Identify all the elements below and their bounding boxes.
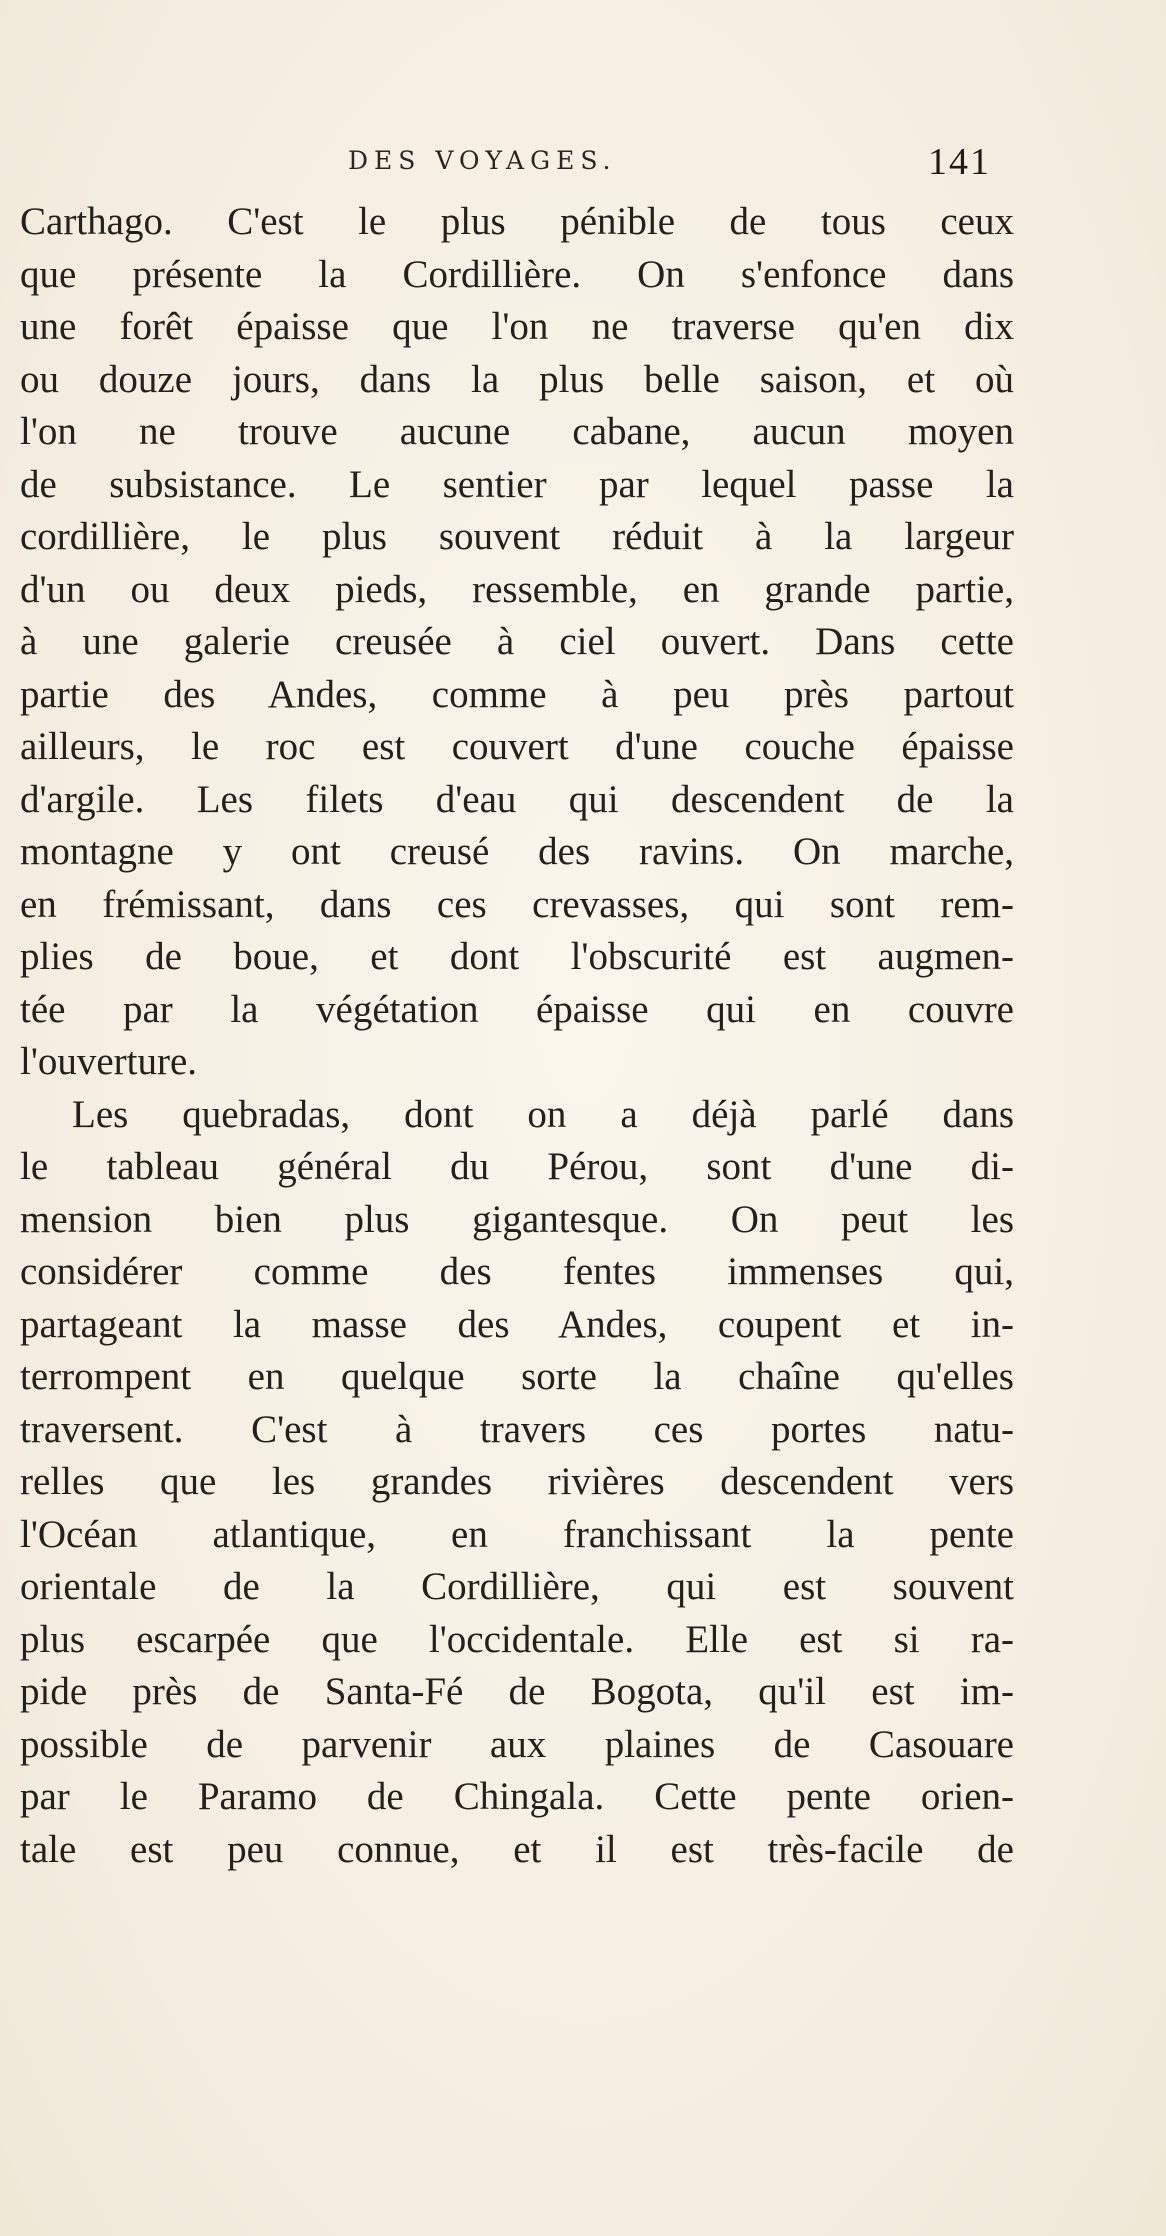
text-line: cordillière, le plus souvent réduit à la largeur	[20, 515, 1014, 558]
page-number: 141	[928, 141, 991, 183]
text-line: ailleurs, le roc est couvert d'une couche épaisse	[20, 725, 1014, 768]
text-line: tale est peu connue, et il est très-facile de	[20, 1827, 1014, 1871]
text-line: par le Paramo de Chingala. Cette pente orien-	[20, 1775, 1014, 1818]
text-line: ou douze jours, dans la plus belle saison, et où	[20, 357, 1014, 401]
running-title: DES VOYAGES.	[348, 146, 617, 175]
text-line: relles que les grandes rivières descendent vers	[20, 1460, 1014, 1503]
text-line: pide près de Santa-Fé de Bogota, qu'il est im-	[20, 1670, 1014, 1713]
text-line: considérer comme des fentes immenses qui,	[20, 1250, 1014, 1293]
text-line: à une galerie creusée à ciel ouvert. Dans cette	[20, 620, 1014, 663]
text-line: que présente la Cordillière. On s'enfonce dans	[20, 252, 1014, 296]
text-line: montagne y ont creusé des ravins. On marche,	[20, 830, 1014, 873]
paragraph-end-line: l'ouverture.	[20, 1040, 198, 1083]
text-line: l'on ne trouve aucune cabane, aucun moyen	[20, 410, 1014, 453]
text-line: mension bien plus gigantesque. On peut les	[20, 1197, 1014, 1241]
text-line: d'un ou deux pieds, ressemble, en grande partie,	[20, 567, 1014, 611]
text-line: l'Océan atlantique, en franchissant la pente	[20, 1512, 1014, 1556]
text-line: en frémissant, dans ces crevasses, qui sont rem-	[20, 882, 1014, 926]
text-line: de subsistance. Le sentier par lequel passe la	[20, 462, 1014, 506]
text-line: d'argile. Les filets d'eau qui descendent de la	[20, 777, 1014, 821]
text-line: le tableau général du Pérou, sont d'une di-	[20, 1145, 1014, 1188]
text-line: Carthago. C'est le plus pénible de tous ceux	[20, 200, 1014, 243]
text-line: orientale de la Cordillière, qui est souvent	[20, 1565, 1014, 1608]
text-line: terrompent en quelque sorte la chaîne qu'elles	[20, 1355, 1014, 1398]
text-line: traversent. C'est à travers ces portes natu-	[20, 1407, 1014, 1451]
body-text	[20, 196, 1014, 1876]
text-line: possible de parvenir aux plaines de Casouare	[20, 1722, 1014, 1766]
text-line: partageant la masse des Andes, coupent et in-	[20, 1302, 1014, 1346]
running-header	[0, 140, 1166, 188]
text-line: tée par la végétation épaisse qui en couvre	[20, 987, 1014, 1031]
text-line: une forêt épaisse que l'on ne traverse qu'en dix	[20, 305, 1014, 348]
text-line: plus escarpée que l'occidentale. Elle est si ra-	[20, 1617, 1014, 1661]
paragraph-start-line: Les quebradas, dont on a déjà parlé dans	[72, 1092, 1014, 1136]
text-line: plies de boue, et dont l'obscurité est augmen-	[20, 935, 1014, 978]
text-line: partie des Andes, comme à peu près partout	[20, 672, 1014, 716]
